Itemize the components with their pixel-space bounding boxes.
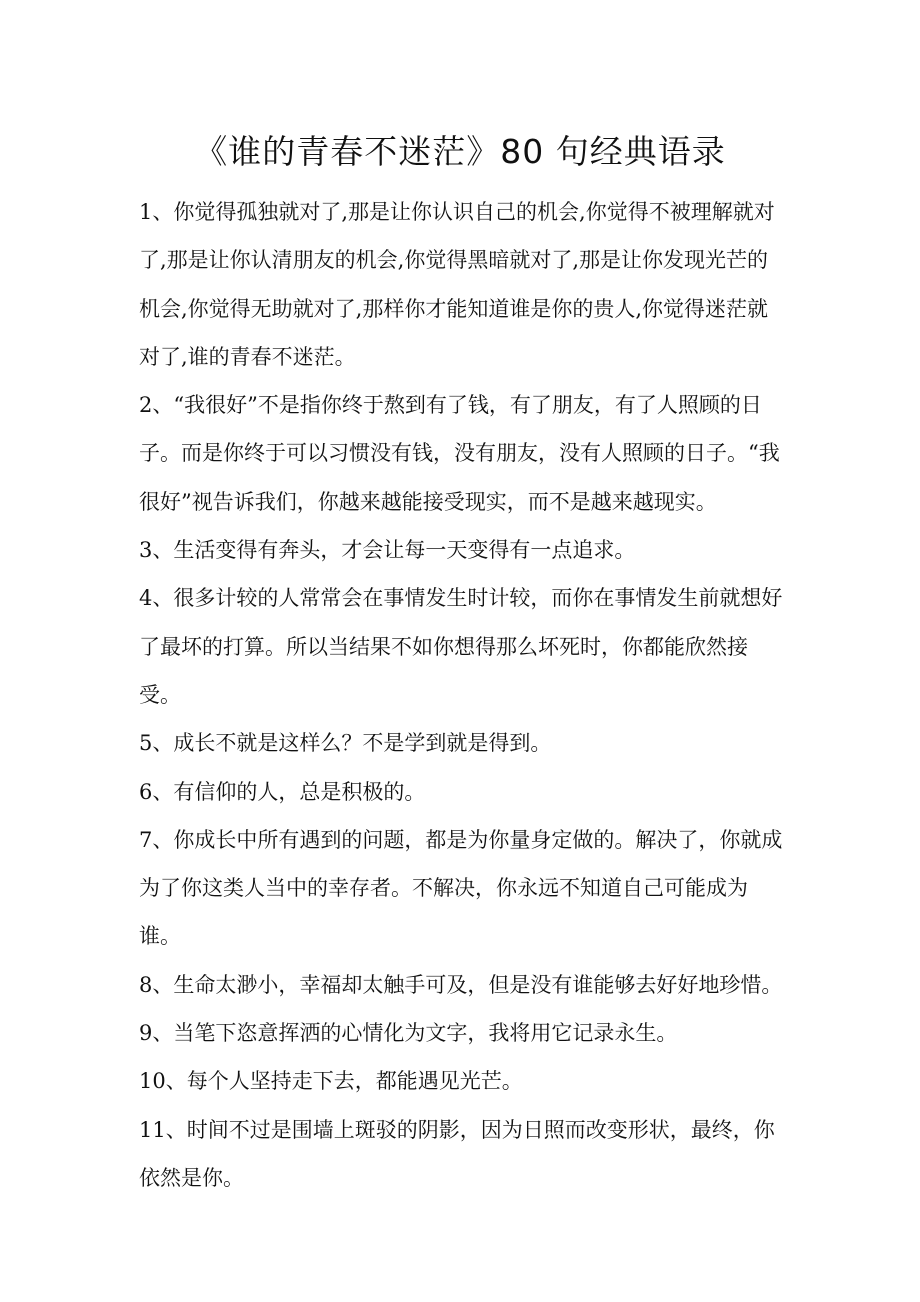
quote-item: 6、有信仰的人，总是积极的。 xyxy=(139,779,426,804)
quote-item: 8、生命太渺小，幸福却太触手可及，但是没有谁能够去好好地珍惜。 xyxy=(139,972,783,997)
quote-item: 1、你觉得孤独就对了,那是让你认识自己的机会,你觉得不被理解就对了,那是让你认清朋友的机会,你觉得黑暗就对了,那是让你发现光芒的机会,你觉得无助就对了,那样你才能知道谁是你的贵人,你觉得迷茫就对了,谁的青春不迷茫。 xyxy=(139,200,775,369)
quote-item: 10、每个人坚持走下去，都能遇见光芒。 xyxy=(139,1069,523,1094)
quote-list xyxy=(139,188,783,1202)
quote-item: 9、当笔下恣意挥洒的心情化为文字，我将用它记录永生。 xyxy=(139,1021,678,1046)
quote-item: 2、“我很好”不是指你终于熬到有了钱，有了朋友，有了人照顾的日子。而是你终于可以习惯没有钱，没有朋友，没有人照顾的日子。“我很好”视告诉我们，你越来越能接受现实，而不是越来越现实。 xyxy=(139,393,780,514)
quote-item: 5、成长不就是这样么？不是学到就是得到。 xyxy=(139,731,552,756)
page-title: 《谁的青春不迷茫》80 句经典语录 xyxy=(194,132,726,171)
quote-item: 7、你成长中所有遇到的问题，都是为你量身定做的。解决了，你就成为了你这类人当中的幸存者。不解决，你永远不知道自己可能成为谁。 xyxy=(139,827,783,949)
quote-item: 3、生活变得有奔头，才会让每一天变得有一点追求。 xyxy=(139,538,636,563)
quote-item: 4、很多计较的人常常会在事情发生时计较，而你在事情发生前就想好了最坏的打算。所以当结果不如你想得那么坏死时，你都能欣然接受。 xyxy=(139,586,783,707)
quote-item: 11、时间不过是围墙上斑驳的阴影，因为日照而改变形状，最终，你依然是你。 xyxy=(139,1117,775,1190)
